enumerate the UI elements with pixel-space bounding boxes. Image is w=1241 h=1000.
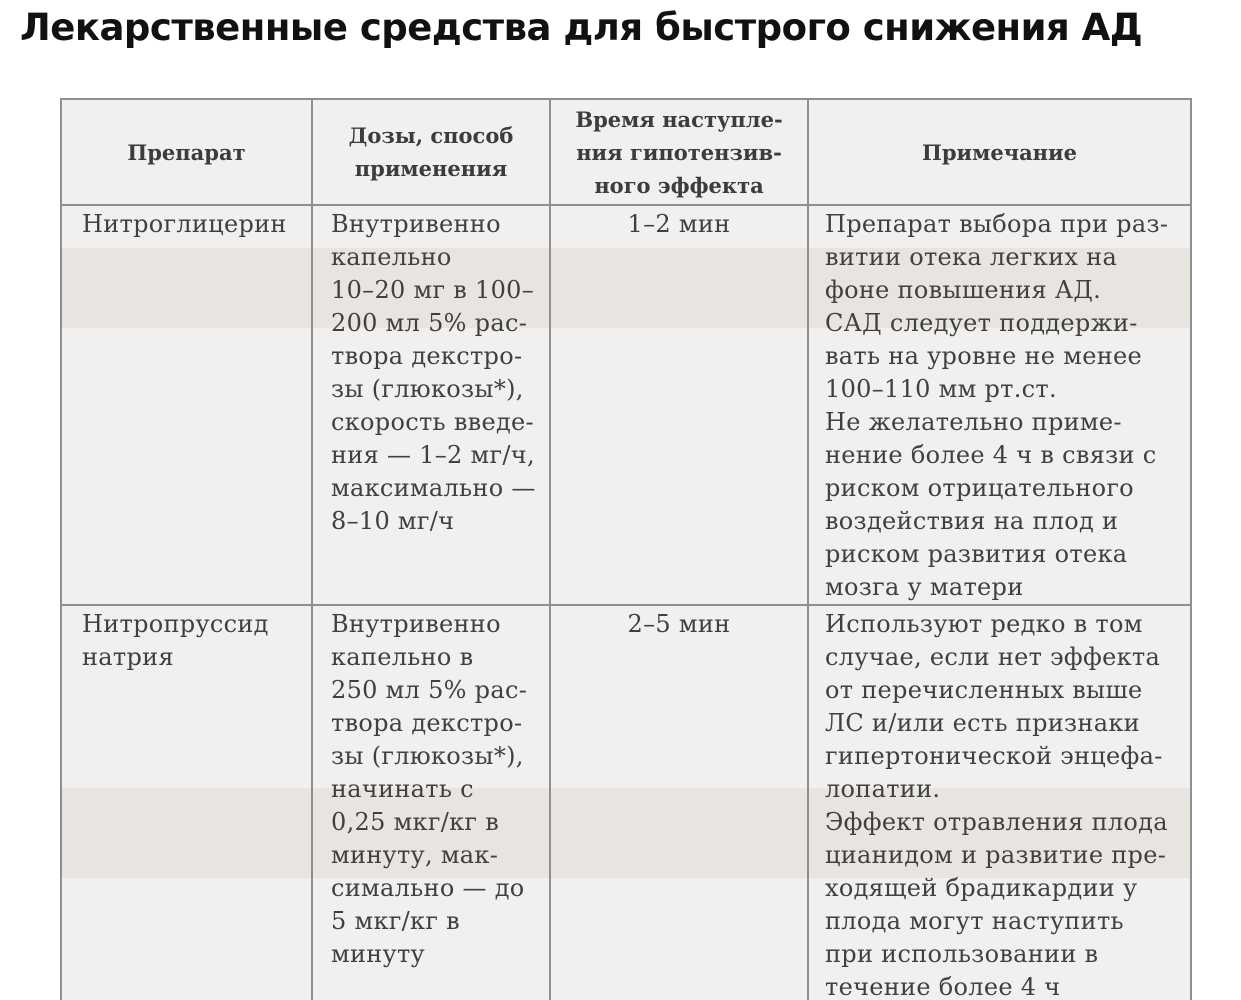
cell-line: Примечание [922,139,1077,165]
table-header-row [61,99,1191,205]
cell-line: применения [354,156,508,181]
cell-line: твора декстро- [331,709,523,737]
dose-cell [312,205,550,605]
cell-line: начинать с [331,775,474,803]
cell-line: риском развития отека [825,540,1128,568]
cell-line: скорость введе- [331,408,534,436]
header-onset [550,99,808,205]
cell-line: риском отрицательного [825,474,1134,502]
cell-line: минуту [331,940,425,968]
cell-line: ния — 1–2 мг/ч, [331,441,535,469]
cell-line: ния гипотензив- [576,139,782,165]
cell-line: 100–110 мм рт.ст. [825,375,1057,403]
dose-cell [312,605,550,1000]
cell-line: 200 мл 5% рас- [331,309,528,337]
cell-line: течение более 4 ч [825,973,1061,1000]
cell-line: капельно в [331,643,474,671]
cell-line: Внутривенно [331,610,501,638]
cell-line: Не желательно приме- [825,408,1122,436]
cell-line: Препарат [127,139,246,165]
cell-line: гипертонической энцефа- [825,742,1163,770]
cell-line: зы (глюкозы*), [331,742,524,770]
cell-line: ходящей брадикардии у [825,874,1138,902]
drugs-table [60,98,1192,1000]
cell-line: Эффект отравления плода [825,808,1168,836]
cell-line: зы (глюкозы*), [331,375,524,403]
cell-line: 10–20 мг в 100– [331,276,535,304]
cell-line: максимально — [331,474,536,502]
cell-line: цианидом и развитие пре- [825,841,1167,869]
header-drug [61,99,312,205]
cell-line: натрия [82,643,174,671]
cell-line: симально — до [331,874,525,902]
cell-line: воздействия на плод и [825,507,1119,535]
cell-line: Нитропруссид [82,610,269,638]
cell-line: при использовании в [825,940,1099,968]
cell-line: мозга у матери [825,573,1024,601]
note-cell [808,205,1191,605]
cell-line: Нитроглицерин [82,210,287,238]
page-title: Лекарственные средства для быстрого снижения АД [20,6,1143,49]
cell-line: от перечисленных выше [825,676,1143,704]
header-note [808,99,1191,205]
drug-cell [61,605,312,1000]
cell-line: витии отека легких на [825,243,1118,271]
cell-line: лопатии. [825,775,941,803]
cell-line: Используют редко в том [825,610,1143,638]
table-row [61,205,1191,605]
cell-line: Дозы, способ [348,123,514,148]
cell-line: плода могут наступить [825,907,1124,935]
cell-line: твора декстро- [331,342,523,370]
cell-line: ного эффекта [594,172,764,198]
cell-line: 0,25 мкг/кг в [331,808,500,836]
cell-line: ЛС и/или есть признаки [825,709,1140,737]
cell-line: минуту, мак- [331,841,499,869]
cell-line: 2–5 мин [627,610,731,638]
cell-line: фоне повышения АД. [825,276,1102,304]
header-dose [312,99,550,205]
cell-line: 8–10 мг/ч [331,507,455,535]
cell-line: Внутривенно [331,210,501,238]
cell-line: капельно [331,243,452,271]
cell-line: САД следует поддержи- [825,309,1138,337]
cell-line: нение более 4 ч в связи с [825,441,1157,469]
drug-cell [61,205,312,605]
cell-line: вать на уровне не менее [825,342,1143,370]
note-cell [808,605,1191,1000]
onset-cell [550,205,808,605]
scanned-table-image [60,98,1192,1000]
cell-line: 5 мкг/кг в [331,907,460,935]
cell-line: случае, если нет эффекта [825,643,1161,671]
cell-line: 250 мл 5% рас- [331,676,528,704]
table-row [61,605,1191,1000]
cell-line: Препарат выбора при раз- [825,210,1169,238]
cell-line: Время наступле- [575,106,783,132]
cell-line: 1–2 мин [627,210,731,238]
onset-cell [550,605,808,1000]
